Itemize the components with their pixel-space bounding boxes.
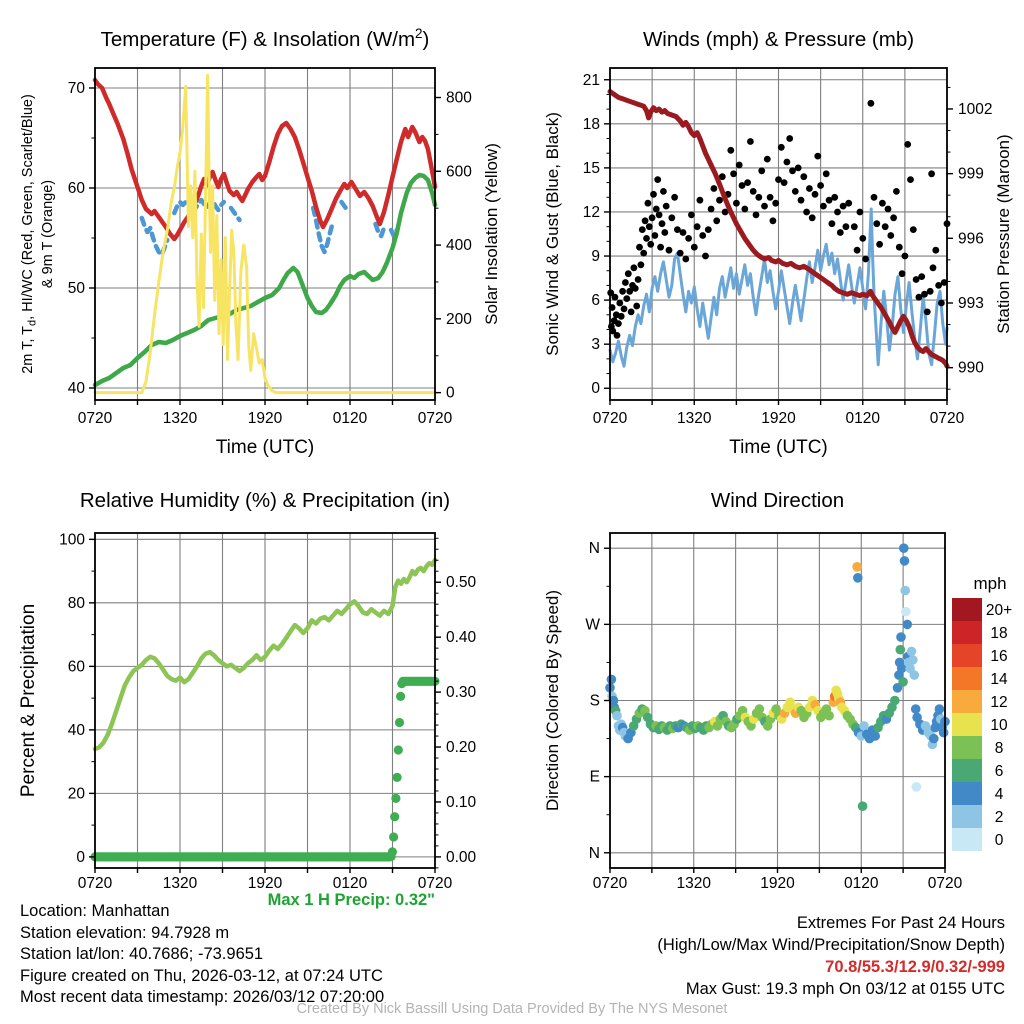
wind-dir-dot — [899, 543, 909, 553]
dot-wind-gust — [845, 200, 852, 207]
colorbar-segment — [952, 621, 982, 644]
dot-wind-gust — [767, 194, 774, 201]
station-latlon: Station lat/lon: 40.7686; -73.9651 — [20, 945, 264, 963]
y-tick-label-left: 15 — [582, 159, 600, 177]
dot-wind-gust — [650, 191, 657, 198]
dot-wind-gust — [666, 247, 673, 254]
dot-wind-gust — [653, 206, 660, 213]
y-tick-label-right: 0.30 — [446, 684, 477, 702]
dot-wind-gust — [622, 279, 629, 286]
x-tick-label: 1320 — [162, 410, 198, 427]
wind-dir-dot — [929, 734, 939, 744]
dot-wind-gust — [792, 188, 799, 195]
y-tick-label-left: N — [588, 540, 600, 558]
dot-wind-gust — [857, 209, 864, 216]
wind-dir-dot — [612, 711, 622, 721]
dot-wind-gust — [635, 276, 642, 283]
wind-dir-dot — [911, 704, 921, 714]
y-tick-label-left: 40 — [67, 721, 85, 739]
dot-wind-gust — [727, 147, 734, 154]
colorbar-segment — [952, 782, 982, 805]
dot-wind-gust — [924, 309, 931, 316]
x-tick-label: 0720 — [417, 410, 453, 427]
x-tick-label: 1920 — [760, 875, 795, 892]
left-axis-title: 2m T, $T_d$, HI/WC (Red, Green, Scarlet/Blue) — [20, 94, 39, 374]
left-axis-title: Sonic Wind & Gust (Blue, Black) — [543, 112, 562, 356]
y-tick-label-left: 40 — [67, 380, 85, 397]
dot-wind-gust — [823, 170, 830, 177]
dot-wind-gust — [691, 244, 698, 251]
y-tick-label-left: 20 — [67, 785, 85, 803]
left-axis-title: Direction (Colored By Speed) — [543, 589, 562, 812]
dot-wind-gust — [932, 247, 939, 254]
dot-wind-gust — [820, 203, 827, 210]
wind-dir-dot — [912, 782, 922, 792]
wind-dir-dot — [859, 721, 869, 731]
x-axis-title: Time (UTC) — [215, 437, 315, 458]
dot-wind-gust — [642, 217, 649, 224]
colorbar-segment — [952, 713, 982, 736]
dot-wind-gust — [764, 156, 771, 163]
dot-wind-gust — [837, 229, 844, 236]
dot-wind-gust — [910, 226, 917, 233]
dot-wind-gust — [744, 179, 751, 186]
dot-wind-gust — [621, 306, 628, 313]
colorbar-segment — [952, 828, 982, 851]
dot-wind-gust — [885, 206, 892, 213]
colorbar-segment — [952, 598, 982, 621]
chart-title: Relative Humidity (%) & Precipitation (in) — [79, 489, 451, 512]
dot-wind-gust — [615, 320, 622, 327]
wind-dir-dot — [755, 704, 765, 714]
wind-dir-dot — [852, 562, 862, 572]
temperature-insolation-chart — [0, 0, 512, 467]
x-tick-label: 1320 — [677, 410, 712, 427]
dot-wind-gust — [652, 232, 659, 239]
dot-wind-gust — [899, 270, 906, 277]
x-tick-label: 0720 — [929, 410, 965, 427]
colorbar-label: 16 — [990, 648, 1008, 665]
y-tick-label-left: 9 — [591, 248, 600, 266]
y-tick-label-left: N — [588, 844, 600, 862]
x-tick-label: 0720 — [592, 410, 628, 427]
dot-wind-gust — [741, 206, 748, 213]
dot-precipitation — [391, 794, 400, 803]
colorbar-segment — [952, 805, 982, 828]
colorbar-label: 14 — [990, 671, 1008, 688]
x-tick-label: 1320 — [162, 875, 198, 892]
dot-wind-gust — [928, 170, 935, 177]
dot-wind-gust — [772, 200, 779, 207]
wind-dir-dot — [896, 645, 906, 655]
x-tick-label: 0120 — [845, 410, 880, 427]
wind-dir-dot — [908, 655, 918, 665]
dot-wind-gust — [786, 135, 793, 142]
rh-chart-group — [18, 489, 477, 892]
dot-wind-gust — [798, 197, 805, 204]
dot-wind-gust — [663, 203, 670, 210]
max-precip-label: Max 1 H Precip: 0.32" — [267, 891, 435, 909]
wind-dir-dot — [939, 728, 949, 738]
dot-wind-gust — [730, 170, 737, 177]
station-elevation: Station elevation: 94.7928 m — [20, 923, 230, 942]
colorbar-label: 6 — [994, 763, 1004, 780]
dot-wind-gust — [817, 182, 824, 189]
credit-line: Created By Nick Bassill Using Data Provided By The NYS Mesonet — [296, 1001, 728, 1017]
y-tick-label-right: 1002 — [958, 100, 993, 118]
x-tick-label: 0720 — [77, 875, 113, 892]
x-tick-label: 1320 — [676, 875, 711, 892]
dot-wind-gust — [711, 185, 718, 192]
colorbar-label: 10 — [990, 717, 1008, 734]
y-tick-label-right: 0.00 — [446, 848, 477, 866]
y-tick-label-left: 0 — [76, 848, 85, 866]
dot-wind-gust — [753, 212, 760, 219]
dot-wind-gust — [829, 220, 836, 227]
dot-wind-gust — [661, 229, 668, 236]
dot-wind-gust — [699, 232, 706, 239]
dot-wind-gust — [871, 194, 878, 201]
right-axis-title: Solar Insolation (Yellow) — [482, 143, 501, 325]
x-tick-label: 1920 — [247, 410, 283, 427]
x-tick-label: 0120 — [844, 875, 879, 892]
extremes-values: 70.8/55.3/12.9/0.32/-999 — [825, 958, 1005, 976]
left-axis-title: & 9m T (Orange) — [40, 179, 56, 289]
dot-wind-gust — [887, 232, 894, 239]
y-tick-label-left: 70 — [67, 80, 85, 97]
dot-wind-gust — [631, 264, 638, 271]
wind-dir-dot — [901, 607, 911, 617]
dot-wind-gust — [702, 253, 709, 260]
dot-wind-gust — [645, 200, 652, 207]
y-tick-label-right: 0.20 — [446, 739, 477, 757]
dot-wind-gust — [636, 244, 643, 251]
x-tick-label: 0720 — [927, 875, 963, 892]
dot-wind-gust — [918, 273, 925, 280]
dot-wind-gust — [628, 309, 635, 316]
dot-wind-gust — [755, 194, 762, 201]
dot-wind-gust — [646, 223, 653, 230]
dot-wind-gust — [843, 223, 850, 230]
dot-wind-gust — [896, 244, 903, 251]
wind-dir-dot — [824, 711, 834, 721]
temp-chart-group — [20, 26, 501, 458]
dot-wind-gust — [890, 214, 897, 221]
y-tick-label-left: 60 — [67, 180, 85, 197]
dot-wind-gust — [882, 223, 889, 230]
dot-wind-gust — [682, 256, 689, 263]
wind-dir-dot — [890, 696, 900, 706]
dot-wind-gust — [656, 212, 663, 219]
wind-dir-dot — [607, 675, 617, 685]
dot-wind-gust — [649, 214, 656, 221]
colorbar-label: 20+ — [985, 602, 1013, 619]
dot-wind-gust — [716, 197, 723, 204]
left-axis-title: Percent & Precipitation — [18, 603, 39, 798]
dot-wind-gust — [851, 223, 858, 230]
dot-wind-gust — [831, 194, 838, 201]
dot-wind-gust — [660, 188, 667, 195]
dot-wind-gust — [806, 185, 813, 192]
dot-wind-gust — [795, 165, 802, 172]
y-tick-label-right: 600 — [446, 163, 472, 181]
x-tick-label: 0120 — [332, 410, 368, 427]
dot-wind-gust — [876, 241, 883, 248]
right-axis-title: Station Pressure (Maroon) — [994, 134, 1013, 334]
y-tick-label-left: 80 — [67, 594, 85, 612]
dot-wind-gust — [618, 313, 625, 320]
colorbar-label: 18 — [990, 625, 1008, 642]
dot-wind-gust — [733, 200, 740, 207]
y-tick-label-left: W — [585, 616, 600, 634]
dot-wind-gust — [612, 294, 619, 301]
dot-wind-gust — [812, 191, 819, 198]
x-tick-label: 1920 — [247, 875, 283, 892]
y-tick-label-right: 993 — [958, 294, 984, 312]
dot-wind-gust — [784, 159, 791, 166]
x-tick-label: 0120 — [332, 875, 368, 892]
y-tick-label-right: 990 — [958, 359, 984, 377]
series-path-wind-chill — [342, 202, 348, 210]
winds-pressure-chart — [512, 0, 1024, 467]
wind-dir-dot — [903, 620, 913, 630]
colorbar-segment — [952, 736, 982, 759]
dot-wind-gust — [868, 100, 875, 107]
x-tick-label: 0720 — [77, 410, 113, 427]
dot-wind-gust — [862, 256, 869, 263]
dot-wind-gust — [879, 200, 886, 207]
dir-chart-group — [543, 489, 1012, 892]
dot-wind-gust — [859, 235, 866, 242]
y-tick-label-left: S — [589, 692, 600, 710]
x-tick-label: 1920 — [761, 410, 796, 427]
dot-wind-gust — [930, 264, 937, 271]
wind-dir-dot — [870, 731, 880, 741]
extremes-subtitle: (High/Low/Max Wind/Precipitation/Snow Depth) — [657, 936, 1005, 954]
dot-precipitation — [395, 718, 404, 727]
y-tick-label-left: 6 — [591, 292, 600, 310]
y-tick-label-left: 3 — [591, 336, 600, 354]
data-timestamp: Most recent data timestamp: 2026/03/12 07:20:00 — [20, 988, 385, 1006]
y-tick-label-right: 800 — [446, 89, 472, 107]
wind-dir-dot — [896, 632, 906, 642]
dot-wind-gust — [902, 253, 909, 260]
y-tick-label-right: 400 — [446, 237, 472, 255]
dot-precipitation — [394, 745, 403, 754]
dot-wind-gust — [640, 250, 647, 257]
colorbar-segment — [952, 759, 982, 782]
dot-wind-gust — [654, 176, 661, 183]
wind-dir-dot — [935, 704, 945, 714]
wind-dir-dot — [898, 677, 908, 687]
chart-title: Winds (mph) & Pressure (mb) — [642, 28, 915, 51]
dot-wind-gust — [809, 214, 816, 221]
dot-wind-gust — [747, 138, 754, 145]
chart-title: Temperature (F) & Insolation $(W/m^2)$ — [100, 26, 430, 51]
wind-dir-dot — [910, 670, 920, 680]
dot-wind-gust — [736, 162, 743, 169]
wind-direction-chart — [512, 467, 1024, 924]
dot-wind-gust — [643, 235, 650, 242]
y-tick-label-left: 21 — [582, 71, 600, 89]
dot-wind-gust — [659, 220, 666, 227]
dot-wind-gust — [758, 167, 765, 174]
dot-wind-gust — [671, 194, 678, 201]
colorbar-segment — [952, 667, 982, 690]
colorbar-label: 8 — [994, 740, 1004, 757]
dot-precipitation — [389, 832, 398, 841]
dot-wind-gust — [770, 217, 777, 224]
dot-wind-gust — [688, 212, 695, 219]
colorbar-label: 12 — [990, 694, 1008, 711]
dot-precipitation — [390, 812, 399, 821]
dot-wind-gust — [761, 203, 768, 210]
y-tick-label-left: 60 — [67, 658, 85, 676]
wind-dir-dot — [900, 586, 910, 596]
wind-chart-group — [543, 28, 1013, 458]
y-tick-label-left: 12 — [582, 203, 600, 221]
y-tick-label-left: 100 — [59, 531, 85, 549]
wind-dir-dot — [858, 801, 868, 811]
y-tick-label-right: 996 — [958, 230, 984, 248]
dot-precipitation — [396, 692, 405, 701]
dot-wind-gust — [647, 241, 654, 248]
dot-wind-gust — [639, 226, 646, 233]
dot-wind-gust — [893, 188, 900, 195]
station-info-block — [20, 901, 384, 1009]
dot-wind-gust — [873, 220, 880, 227]
max-gust-label: Max Gust: 19.3 mph On 03/12 at 0155 UTC — [685, 980, 1005, 998]
y-tick-label-right: 0.50 — [446, 574, 477, 592]
figure-created: Figure created on Thu, 2026-03-12, at 07:24 UTC — [20, 966, 383, 985]
dot-wind-gust — [814, 153, 821, 160]
colorbar-label: 2 — [994, 809, 1004, 826]
y-tick-label-right: 999 — [958, 165, 984, 183]
dot-wind-gust — [677, 250, 684, 257]
colorbar-label: 0 — [994, 832, 1004, 849]
dot-wind-gust — [803, 209, 810, 216]
extremes-title: Extremes For Past 24 Hours — [796, 914, 1005, 932]
humidity-precipitation-chart — [0, 467, 512, 924]
dot-wind-gust — [694, 223, 701, 230]
station-location: Location: Manhattan — [20, 902, 170, 920]
wind-dir-dot — [900, 556, 910, 566]
y-tick-label-right: 0.10 — [446, 793, 477, 811]
x-tick-label: 0720 — [417, 875, 453, 892]
dot-wind-gust — [697, 197, 704, 204]
wind-dir-dot — [907, 647, 917, 657]
dot-wind-gust — [927, 288, 934, 295]
dot-precipitation — [388, 847, 397, 856]
colorbar-segment — [952, 690, 982, 713]
dot-wind-gust — [616, 300, 623, 307]
dot-wind-gust — [705, 226, 712, 233]
wind-dir-dot — [853, 573, 863, 583]
dot-wind-gust — [750, 188, 757, 195]
dot-wind-gust — [713, 217, 720, 224]
dot-wind-gust — [633, 303, 640, 310]
colorbar — [952, 574, 1012, 851]
y-tick-label-right: 0 — [446, 384, 455, 402]
dot-wind-gust — [938, 300, 945, 307]
dot-wind-gust — [625, 270, 632, 277]
y-tick-label-left: 50 — [67, 280, 85, 297]
x-axis-title: Time (UTC) — [729, 437, 828, 458]
colorbar-segment — [952, 644, 982, 667]
dot-wind-gust — [685, 235, 692, 242]
colorbar-label: 4 — [994, 786, 1004, 803]
dot-wind-gust — [657, 244, 664, 251]
y-tick-label-left: E — [589, 768, 600, 786]
dot-wind-gust — [614, 332, 621, 339]
dot-wind-gust — [834, 209, 841, 216]
dot-precipitation — [393, 773, 402, 782]
dot-wind-gust — [632, 285, 639, 292]
y-tick-label-left: 0 — [591, 380, 600, 398]
dot-wind-gust — [668, 214, 675, 221]
y-tick-label-left: 18 — [582, 115, 600, 133]
extremes-block — [657, 912, 1005, 1000]
y-tick-label-right: 0.40 — [446, 629, 477, 647]
dot-wind-gust — [800, 173, 807, 180]
dot-wind-gust — [623, 295, 630, 302]
chart-title: Wind Direction — [710, 489, 845, 512]
dot-wind-gust — [781, 179, 788, 186]
dot-wind-gust — [708, 206, 715, 213]
colorbar-title: mph — [973, 574, 1007, 593]
dot-wind-gust — [619, 288, 626, 295]
dot-wind-gust — [904, 141, 911, 148]
y-tick-label-right: 200 — [446, 310, 472, 328]
dot-wind-gust — [778, 144, 785, 151]
dot-wind-gust — [638, 261, 645, 268]
dot-wind-gust — [907, 176, 914, 183]
dot-wind-gust — [680, 229, 687, 236]
series-path-wind-chill — [231, 208, 240, 220]
dot-wind-gust — [854, 247, 861, 254]
x-tick-label: 0720 — [592, 875, 628, 892]
